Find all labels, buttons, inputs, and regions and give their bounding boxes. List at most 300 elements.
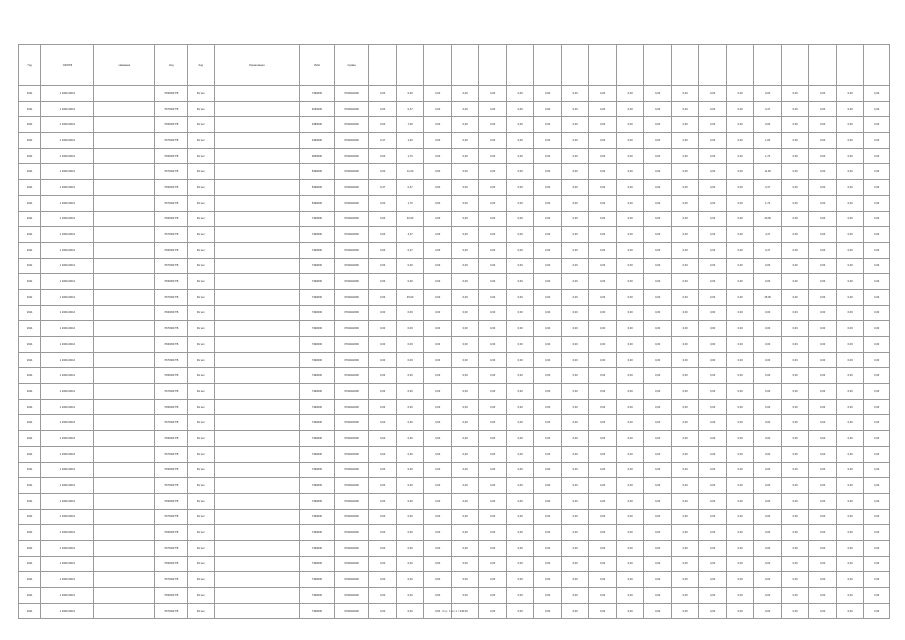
table-cell: 1,70 xyxy=(754,148,782,164)
table-cell: 0,00 xyxy=(589,180,617,196)
table-cell: 0,00 xyxy=(864,352,890,368)
table-cell: 0,00 xyxy=(616,509,644,525)
table-cell: 0,00 xyxy=(479,337,507,353)
table-cell: Rx wm xyxy=(188,572,214,588)
table-cell: 0,00 xyxy=(369,148,397,164)
table-cell: 7490000 xyxy=(300,86,335,102)
table-cell: 0,00 xyxy=(809,431,837,447)
table-cell: 0,00 xyxy=(671,227,699,243)
table-cell: 0,00 xyxy=(699,556,727,572)
table-cell: 0,00 xyxy=(451,86,479,102)
table-cell: 0,00 xyxy=(369,384,397,400)
table-cell: 0,00 xyxy=(451,117,479,133)
column-header: Организация xyxy=(214,45,300,86)
table-row xyxy=(19,133,890,149)
table-cell: 0,00 xyxy=(699,399,727,415)
table-cell: 0,00 xyxy=(809,493,837,509)
table-cell: 0,00 xyxy=(809,509,837,525)
table-cell: 0,00 xyxy=(561,289,589,305)
table-cell: 0,00 xyxy=(781,321,809,337)
table-cell: 0,00 xyxy=(699,101,727,117)
table-cell: 0,00 xyxy=(616,462,644,478)
table-row xyxy=(19,321,890,337)
table-cell: 0,00 xyxy=(644,525,672,541)
table-cell: 0,00 xyxy=(451,148,479,164)
table-cell xyxy=(214,431,300,447)
table-cell: 0,00 xyxy=(451,399,479,415)
table-cell: 0,00 xyxy=(699,148,727,164)
table-cell: 2011 xyxy=(19,462,41,478)
table-cell: 0,00 xyxy=(754,462,782,478)
table-cell: 0,00 xyxy=(644,305,672,321)
table-cell: 0,00 xyxy=(534,86,562,102)
table-cell: 7070000 TB xyxy=(155,195,188,211)
table-cell: 5490000 xyxy=(300,180,335,196)
table-cell: 0,00 xyxy=(616,603,644,619)
table-cell: 7000000 TB xyxy=(155,431,188,447)
table-cell: 3460000 xyxy=(300,133,335,149)
table-cell: 0,00 xyxy=(506,352,534,368)
table-cell: 7070000 TB xyxy=(155,478,188,494)
table-cell xyxy=(94,195,155,211)
table-row xyxy=(19,540,890,556)
table-cell: 0,00 xyxy=(589,289,617,305)
table-cell: 0,00 xyxy=(506,493,534,509)
table-cell: 0,00 xyxy=(644,258,672,274)
table-cell xyxy=(214,274,300,290)
table-cell: 7070000 TB xyxy=(155,603,188,619)
table-cell: 0,00 xyxy=(699,289,727,305)
table-row xyxy=(19,289,890,305)
table-cell: 0,00 xyxy=(424,446,452,462)
table-cell: 0,00 xyxy=(396,337,424,353)
table-cell: 0,00 xyxy=(809,242,837,258)
column-header xyxy=(726,45,754,86)
table-cell: 0,00 xyxy=(699,305,727,321)
table-cell xyxy=(94,572,155,588)
table-cell: 0,00 xyxy=(864,540,890,556)
table-cell xyxy=(214,305,300,321)
table-cell xyxy=(214,509,300,525)
table-cell: 0,00 xyxy=(699,462,727,478)
table-cell: 1 2300-000-0 xyxy=(41,227,94,243)
table-cell: 0,00 xyxy=(754,274,782,290)
table-cell xyxy=(94,211,155,227)
table-cell: 0,00 xyxy=(506,195,534,211)
table-cell: 0,00 xyxy=(561,572,589,588)
table-cell: 7490000 xyxy=(300,572,335,588)
table-cell: 3480000 xyxy=(300,117,335,133)
table-cell: Rx wm xyxy=(188,352,214,368)
table-cell: 0,00 xyxy=(836,603,864,619)
table-cell: 0,00 xyxy=(534,305,562,321)
table-cell xyxy=(94,337,155,353)
table-cell: 0,00 xyxy=(589,133,617,149)
table-cell: Rx wm xyxy=(188,337,214,353)
table-cell: 0,00 xyxy=(561,133,589,149)
table-cell: 0,00 xyxy=(451,462,479,478)
table-cell: 0,00 xyxy=(671,258,699,274)
table-cell: 0,00 xyxy=(644,478,672,494)
table-cell: 0,00 xyxy=(671,431,699,447)
table-cell: 0,00 xyxy=(671,242,699,258)
table-cell: 1 2300-000-0 xyxy=(41,384,94,400)
table-cell: 0,00 xyxy=(589,525,617,541)
table-cell: 0,00 xyxy=(726,399,754,415)
table-cell: 0,00 xyxy=(781,478,809,494)
table-cell: 0,00 xyxy=(754,399,782,415)
table-cell: 7000000 TB xyxy=(155,368,188,384)
table-cell: 0702022000 xyxy=(334,274,369,290)
table-cell: 40,00 xyxy=(396,211,424,227)
table-cell: 45,00 xyxy=(754,289,782,305)
table-row xyxy=(19,86,890,102)
table-cell: 0,00 xyxy=(506,242,534,258)
table-cell: 0,00 xyxy=(836,133,864,149)
table-cell: 0,00 xyxy=(589,117,617,133)
table-row xyxy=(19,509,890,525)
table-cell: 7490000 xyxy=(300,211,335,227)
table-row xyxy=(19,368,890,384)
table-cell: 0,00 xyxy=(369,227,397,243)
table-row xyxy=(19,415,890,431)
table-cell: 1,70 xyxy=(396,195,424,211)
table-cell: 0,00 xyxy=(699,540,727,556)
table-cell: 0,00 xyxy=(671,289,699,305)
table-cell: 1 2300-000-0 xyxy=(41,258,94,274)
table-cell: 7070000 TB xyxy=(155,384,188,400)
table-cell: 0,00 xyxy=(644,133,672,149)
column-header xyxy=(561,45,589,86)
table-cell: 2011 xyxy=(19,305,41,321)
table-cell xyxy=(214,415,300,431)
table-row xyxy=(19,572,890,588)
table-cell: 0,00 xyxy=(561,180,589,196)
table-cell: 2011 xyxy=(19,242,41,258)
table-cell: 0,00 xyxy=(561,148,589,164)
table-cell: 0,00 xyxy=(726,603,754,619)
table-cell: 0,00 xyxy=(699,258,727,274)
table-cell: 0,00 xyxy=(506,588,534,604)
table-cell: 1 2300-000-0 xyxy=(41,572,94,588)
table-cell: 0,00 xyxy=(754,415,782,431)
table-cell xyxy=(214,133,300,149)
table-cell: 11,00 xyxy=(754,164,782,180)
table-cell: 0,00 xyxy=(589,588,617,604)
table-cell: 0,00 xyxy=(369,540,397,556)
table-cell: 0,00 xyxy=(644,588,672,604)
table-cell: 0,00 xyxy=(506,603,534,619)
table-cell: 0,00 xyxy=(424,289,452,305)
table-cell: 0,00 xyxy=(644,321,672,337)
table-cell: 2011 xyxy=(19,572,41,588)
table-cell: 0,00 xyxy=(836,384,864,400)
table-cell: 0702022000 xyxy=(334,399,369,415)
table-cell: 0702022000 xyxy=(334,258,369,274)
table-cell: Rx wm xyxy=(188,478,214,494)
table-cell: 0,00 xyxy=(644,368,672,384)
table-cell: 1 2300-000-0 xyxy=(41,211,94,227)
table-cell: 0,00 xyxy=(479,180,507,196)
table-cell: 0,00 xyxy=(726,305,754,321)
table-cell: 0,00 xyxy=(424,101,452,117)
table-cell: 7000000 TB xyxy=(155,148,188,164)
table-row xyxy=(19,556,890,572)
data-table xyxy=(18,44,890,619)
table-row xyxy=(19,493,890,509)
table-cell: 2011 xyxy=(19,148,41,164)
table-cell: 0,00 xyxy=(534,227,562,243)
table-cell: 0,00 xyxy=(809,478,837,494)
table-cell: 0702022000 xyxy=(334,540,369,556)
table-cell: 0,00 xyxy=(616,352,644,368)
table-cell: 0,00 xyxy=(396,525,424,541)
table-cell: 1 2300-000-0 xyxy=(41,478,94,494)
table-cell: 0,00 xyxy=(616,274,644,290)
table-cell: 7070000 TB xyxy=(155,321,188,337)
table-cell: 0,00 xyxy=(781,572,809,588)
table-cell: 0,00 xyxy=(671,540,699,556)
table-cell: 1 2300-000-0 xyxy=(41,148,94,164)
table-cell: 2011 xyxy=(19,525,41,541)
table-cell: 0,00 xyxy=(396,384,424,400)
table-cell xyxy=(94,399,155,415)
table-cell xyxy=(94,478,155,494)
table-cell: 0,00 xyxy=(671,274,699,290)
column-header xyxy=(424,45,452,86)
table-row xyxy=(19,195,890,211)
table-cell xyxy=(214,540,300,556)
table-cell: 0,00 xyxy=(561,164,589,180)
table-cell: 7070000 TB xyxy=(155,101,188,117)
table-cell: 0,00 xyxy=(396,352,424,368)
table-cell: 0,00 xyxy=(754,478,782,494)
table-cell: 0,00 xyxy=(781,446,809,462)
table-cell: 0,00 xyxy=(424,258,452,274)
table-cell: 0,00 xyxy=(699,525,727,541)
table-cell: 0,00 xyxy=(451,101,479,117)
table-row xyxy=(19,274,890,290)
column-header: Сумма xyxy=(334,45,369,86)
table-cell: Rx wm xyxy=(188,258,214,274)
table-cell: 0,00 xyxy=(561,368,589,384)
table-cell: 7000000 TB xyxy=(155,525,188,541)
table-cell: 0,00 xyxy=(424,227,452,243)
table-cell xyxy=(214,242,300,258)
table-cell: 0,00 xyxy=(616,195,644,211)
table-cell xyxy=(94,258,155,274)
table-cell: 1 2300-000-0 xyxy=(41,195,94,211)
table-cell: 0,00 xyxy=(864,101,890,117)
table-cell: 1 2300-000-0 xyxy=(41,493,94,509)
table-cell: 2011 xyxy=(19,415,41,431)
table-cell xyxy=(94,274,155,290)
table-cell: 7490000 xyxy=(300,337,335,353)
table-cell: 0,00 xyxy=(699,415,727,431)
table-cell: 0,00 xyxy=(809,368,837,384)
table-cell: 0,00 xyxy=(644,195,672,211)
table-cell: 7490000 xyxy=(300,415,335,431)
table-cell: 0,00 xyxy=(589,556,617,572)
table-cell xyxy=(214,227,300,243)
table-cell: 0,00 xyxy=(424,572,452,588)
table-row xyxy=(19,446,890,462)
table-cell: 0,00 xyxy=(534,493,562,509)
table-cell: 0,00 xyxy=(479,572,507,588)
table-cell: 0,00 xyxy=(561,101,589,117)
table-cell: 0,00 xyxy=(424,305,452,321)
table-cell: 0702022000 xyxy=(334,478,369,494)
table-cell: 0,00 xyxy=(671,384,699,400)
table-cell xyxy=(94,101,155,117)
table-cell: 1 2300-000-0 xyxy=(41,588,94,604)
table-cell: 0,00 xyxy=(781,493,809,509)
table-cell xyxy=(94,86,155,102)
table-cell: 4860000 xyxy=(300,148,335,164)
table-cell: 0,00 xyxy=(781,227,809,243)
table-cell: 0,00 xyxy=(451,540,479,556)
table-cell: 0,00 xyxy=(479,101,507,117)
table-cell: 0,00 xyxy=(616,321,644,337)
table-cell: 2011 xyxy=(19,195,41,211)
table-cell: 0,00 xyxy=(561,431,589,447)
table-cell: 0,00 xyxy=(616,258,644,274)
table-cell: 0702022000 xyxy=(334,431,369,447)
table-cell: 0,00 xyxy=(864,509,890,525)
table-cell: 0,00 xyxy=(836,368,864,384)
table-cell: 2011 xyxy=(19,101,41,117)
table-cell: 0,00 xyxy=(369,289,397,305)
table-cell: 0,00 xyxy=(451,305,479,321)
table-cell: 0,00 xyxy=(396,478,424,494)
table-cell: 5490000 xyxy=(300,195,335,211)
table-cell: 0,00 xyxy=(369,258,397,274)
table-cell: 0,00 xyxy=(836,180,864,196)
table-cell: 0,00 xyxy=(864,164,890,180)
table-cell: 0,00 xyxy=(726,509,754,525)
table-cell: 0,00 xyxy=(616,289,644,305)
table-cell: 0,00 xyxy=(809,321,837,337)
table-cell: 0,00 xyxy=(644,446,672,462)
table-cell xyxy=(214,572,300,588)
column-header xyxy=(864,45,890,86)
table-cell: 0,00 xyxy=(671,572,699,588)
table-cell: 0,00 xyxy=(754,603,782,619)
table-cell xyxy=(94,133,155,149)
table-cell: 0,00 xyxy=(781,211,809,227)
table-cell: 0,00 xyxy=(479,117,507,133)
table-cell: 0,00 xyxy=(781,556,809,572)
table-cell: 0,00 xyxy=(671,337,699,353)
table-cell: 7490000 xyxy=(300,603,335,619)
table-cell: 0,00 xyxy=(589,274,617,290)
table-cell: 0,00 xyxy=(506,384,534,400)
table-cell: 0,00 xyxy=(589,462,617,478)
table-cell: 0,00 xyxy=(369,431,397,447)
table-row xyxy=(19,242,890,258)
table-cell: 2011 xyxy=(19,540,41,556)
table-cell: 0,00 xyxy=(616,478,644,494)
table-cell: 0,00 xyxy=(754,446,782,462)
table-cell: 0,00 xyxy=(561,415,589,431)
table-cell: 0,00 xyxy=(809,101,837,117)
table-cell: 0,00 xyxy=(809,540,837,556)
table-cell: 0,00 xyxy=(369,415,397,431)
table-cell: 0,00 xyxy=(699,478,727,494)
table-cell: 0,00 xyxy=(534,415,562,431)
table-cell: 0,00 xyxy=(479,446,507,462)
table-cell: 0,00 xyxy=(781,509,809,525)
page-footer: Стр. 1 из 1 / 33 xyxy=(442,609,463,613)
table-cell: 0,00 xyxy=(561,352,589,368)
column-header xyxy=(616,45,644,86)
table-cell: 40,00 xyxy=(754,211,782,227)
column-header: ОКОПФ xyxy=(41,45,94,86)
table-cell: 2011 xyxy=(19,117,41,133)
table-cell: 0,00 xyxy=(534,431,562,447)
table-cell: 0,00 xyxy=(561,493,589,509)
table-cell: 0,00 xyxy=(506,86,534,102)
table-cell: 0,00 xyxy=(809,588,837,604)
table-cell: 0,00 xyxy=(506,478,534,494)
table-cell: 0,00 xyxy=(424,525,452,541)
table-cell: 0,00 xyxy=(589,337,617,353)
table-cell: 0,00 xyxy=(699,321,727,337)
table-row xyxy=(19,431,890,447)
table-cell: Rx wm xyxy=(188,289,214,305)
table-cell: 0702022000 xyxy=(334,242,369,258)
table-cell: 0,00 xyxy=(424,462,452,478)
table-cell: 0,00 xyxy=(781,384,809,400)
table-cell xyxy=(94,446,155,462)
table-cell: 0,00 xyxy=(864,289,890,305)
table-cell: 1 2300-000-0 xyxy=(41,337,94,353)
table-cell: 0,00 xyxy=(726,180,754,196)
table-row xyxy=(19,305,890,321)
table-cell: 0,00 xyxy=(864,446,890,462)
table-cell: 0702022000 xyxy=(334,227,369,243)
table-cell: 7490000 xyxy=(300,321,335,337)
table-cell xyxy=(94,493,155,509)
table-cell: 0,00 xyxy=(726,525,754,541)
table-cell: 2011 xyxy=(19,493,41,509)
table-cell: 1 2300-000-0 xyxy=(41,101,94,117)
table-row xyxy=(19,399,890,415)
table-cell: 7490000 xyxy=(300,478,335,494)
table-cell: 0,00 xyxy=(836,415,864,431)
table-cell: 0,00 xyxy=(451,478,479,494)
table-cell: 0,00 xyxy=(534,588,562,604)
table-row xyxy=(19,211,890,227)
table-cell: 0,00 xyxy=(479,258,507,274)
document-sheet xyxy=(18,44,890,619)
table-cell: 0,00 xyxy=(726,86,754,102)
table-cell: 0,00 xyxy=(451,525,479,541)
table-cell: 0,00 xyxy=(561,478,589,494)
table-cell: 0,00 xyxy=(616,572,644,588)
table-cell: 0702022000 xyxy=(334,117,369,133)
table-row xyxy=(19,258,890,274)
table-cell: 0,00 xyxy=(726,493,754,509)
table-cell: Rx wm xyxy=(188,588,214,604)
table-cell: 0,00 xyxy=(561,384,589,400)
table-cell xyxy=(214,556,300,572)
table-cell xyxy=(94,305,155,321)
table-cell: 1 2300-000-0 xyxy=(41,289,94,305)
table-cell: 0,00 xyxy=(726,164,754,180)
table-cell: 0,00 xyxy=(726,446,754,462)
table-cell: 0,00 xyxy=(616,180,644,196)
